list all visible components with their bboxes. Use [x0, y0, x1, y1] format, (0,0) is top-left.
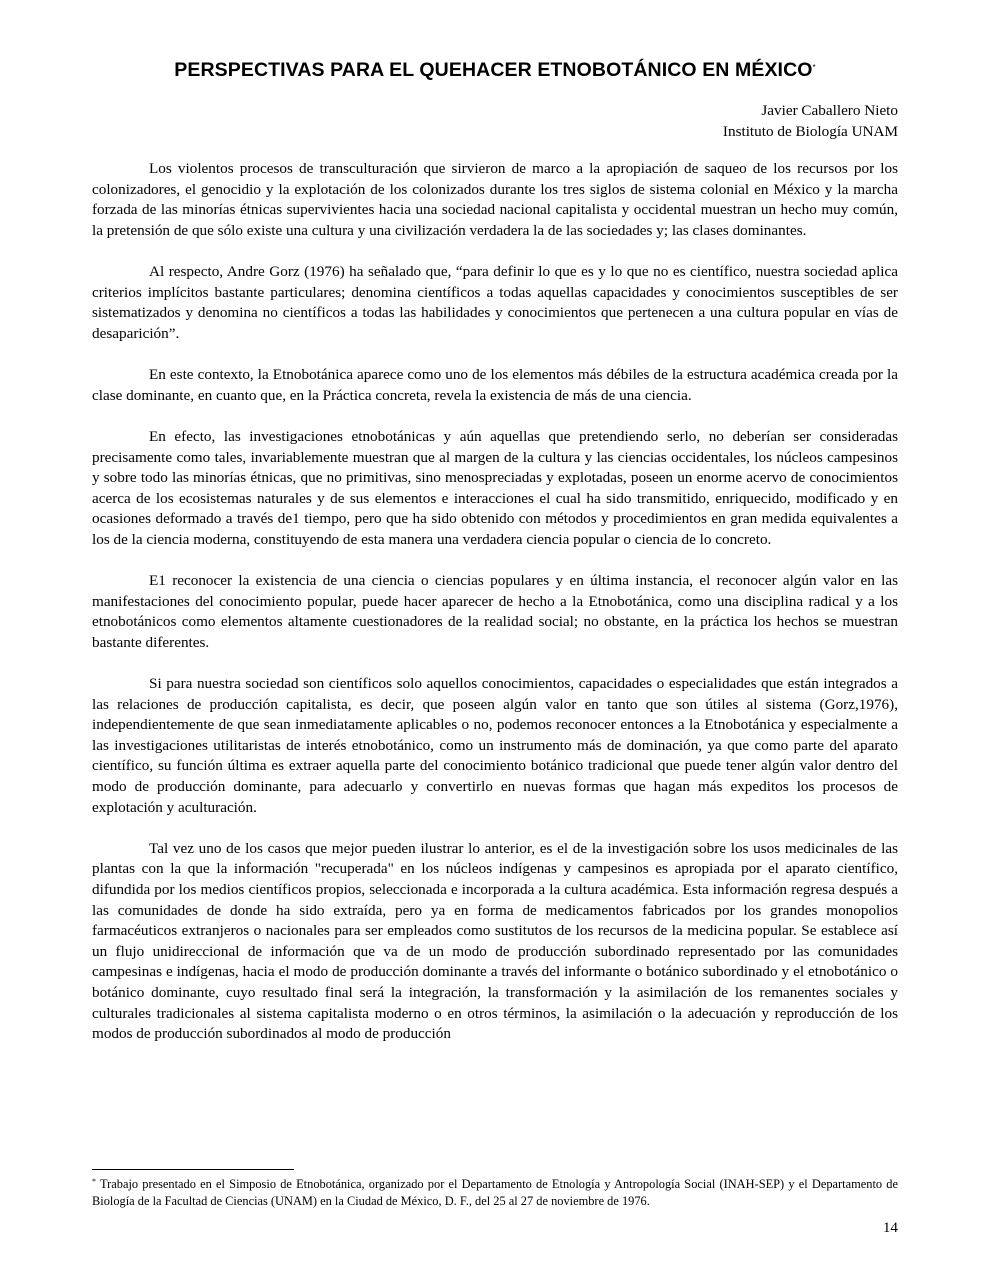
- title-footnote-mark: *: [812, 63, 816, 72]
- document-title: [92, 56, 898, 84]
- paragraph: Si para nuestra sociedad son científicos solo aquellos conocimientos, capacidades o especialidades que están integrados a las relaciones de producción capitalista, es decir, que poseen algún valor en tanto que son útiles al sistema (Gorz,1976), independientemente de que sean inmediatamente aplicables o no, podemos reconocer entonces a la Etnobotánica y especialmente a las investigaciones utilitaristas de interés etnobotánico, como un instrumento más de dominación, ya que como parte del aparato científico, su función última es extraer aquella parte del conocimiento botánico tradicional que puede tener algún valor dentro del modo de producción dominante, para adecuarlo y convertirlo en nuevas formas que hagan más expeditos los procesos de explotación y aculturación.: [92, 675, 898, 816]
- footnote: [92, 1176, 898, 1209]
- paragraph: Tal vez uno de los casos que mejor pueden ilustrar lo anterior, es el de la investigación sobre los usos medicinales de las plantas con la que la información "recuperada" en los núcleos indígenas y campesinos es apropiada por el aparato científico, difundida por los medios científicos propios, seleccionada e incorporada a la cultura académica. Esta información regresa después a las comunidades de donde ha sido extraída, pero ya en forma de medicamentos fabricados por los grandes monopolios farmacéuticos extranjeros o nacionales para ser empleados como sustitutos de los recursos de la medicina popular. Se establece así un flujo unidireccional de información que va de un modo de producción subordinado representado por las comunidades campesinas e indígenas, hacia el modo de producción dominante a través del informante o botánico subordinado y el etnobotánico o botánico dominante, cuyo resultado final será la integración, la transformación y la asimilación de los remanentes sociales y culturales tradicionales al sistema capitalista moderno o en otros términos, la asimilación o la adecuación y reproducción de los modos de producción subordinados al modo de producción: [92, 839, 898, 1043]
- paragraph: Al respecto, Andre Gorz (1976) ha señalado que, “para definir lo que es y lo que no es científico, nuestra sociedad aplica criterios implícitos bastante particulares; denomina científicos a todas aquellas capacidades y conocimientos susceptibles de ser sistematizados y denomina no científicos a todas las habilidades y conocimientos que pertenecen a una cultura popular en vías de desaparición”.: [92, 263, 898, 342]
- paragraph: Los violentos procesos de transculturación que sirvieron de marco a la apropiación de saqueo de los recursos por los colonizadores, el genocidio y la explotación de los colonizados durante los tres siglos de sistema colonial en México y la marcha forzada de las minorías étnicas supervivientes hacia una sociedad nacional capitalista y occidental muestran un hecho muy común, la pretensión de que sólo existe una cultura y una civilización verdadera la de las sociedades y; las clases dominantes.: [92, 160, 898, 239]
- title-text: PERSPECTIVAS PARA EL QUEHACER ETNOBOTÁNICO EN MÉXICO: [174, 59, 813, 81]
- footnote-divider: [92, 1169, 294, 1170]
- author-name: Javier Caballero Nieto: [761, 102, 898, 119]
- footnote-text: Trabajo presentado en el Simposio de Etnobotánica, organizado por el Departamento de Etnología y Antropología Social (INAH-SEP) y el Departamento de Biología de la Facultad de Ciencias (UNAM) en la Ciudad de México, D. F., del 25 al 27 de noviembre de 1976.: [92, 1177, 898, 1208]
- footnote-mark: *: [92, 1177, 96, 1186]
- paragraph: En este contexto, la Etnobotánica aparece como uno de los elementos más débiles de la estructura académica creada por la clase dominante, en cuanto que, en la Práctica concreta, revela la existencia de más de una ciencia.: [92, 366, 898, 404]
- paragraph: E1 reconocer la existencia de una ciencia o ciencias populares y en última instancia, el reconocer algún valor en las manifestaciones del conocimiento popular, puede hacer aparecer de hecho a la Etnobotánica, como una disciplina radical y a los etnobotánicos como elementos altamente cuestionadores de la realidad social; no obstante, en la práctica los hechos se muestran bastante diferentes.: [92, 572, 898, 651]
- document-page: [92, 56, 898, 1045]
- page-number: 14: [882, 1219, 898, 1236]
- author-affiliation: Instituto de Biología UNAM: [722, 122, 898, 140]
- paragraph: En efecto, las investigaciones etnobotánicas y aún aquellas que pretendiendo serlo, no deberían ser consideradas precisamente como tales, invariablemente muestran que al margen de la cultura y las ciencias occidentales, los núcleos campesinos y sobre todo las minorías étnicas, que no primitivas, sino menospreciadas y explotadas, poseen un enorme acervo de conocimientos acerca de los ecosistemas naturales y de sus elementos e interacciones el cual ha sido transmitido, enriquecido, modificado y en ocasiones deformado a través de1 tiempo, pero que ha sido obtenido con métodos y procedimientos en gran medida equivalentes a los de la ciencia moderna, constituyendo de esta manera una verdadera ciencia popular o ciencia de lo concreto.: [92, 427, 898, 548]
- body-text: [92, 159, 898, 1045]
- author-block: [92, 101, 898, 142]
